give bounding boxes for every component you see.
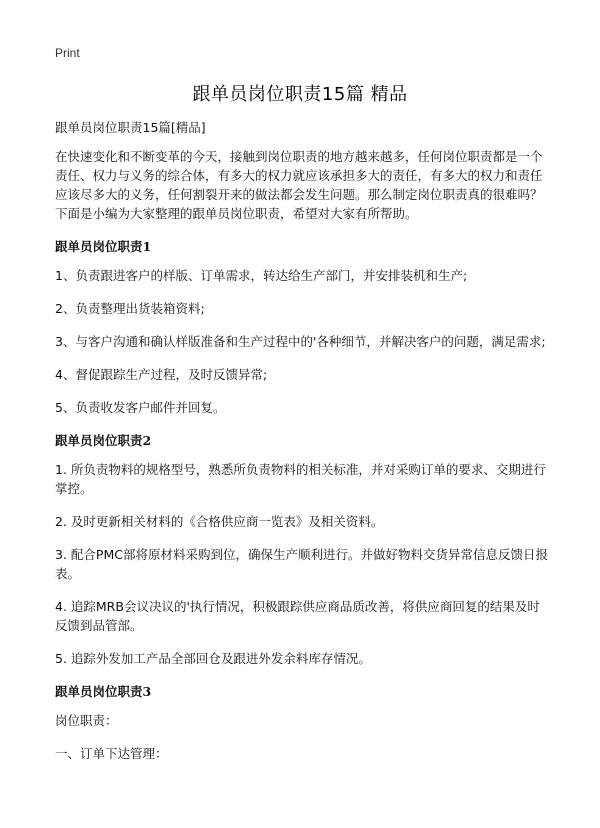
section-heading: 跟单员岗位职责2	[55, 433, 152, 448]
section-heading: 跟单员岗位职责3	[55, 684, 152, 699]
list-item: 3、与客户沟通和确认样版准备和生产过程中的'各种细节，并解决客户的问题，满足需求;	[55, 334, 546, 349]
document-title: 跟单员岗位职责15篇 精品	[192, 84, 408, 105]
list-item: 1. 所负责物料的规格型号，熟悉所负责物料的相关标准，并对采购订单的要求、交期进行掌控。	[55, 462, 546, 496]
list-item: 4、督促跟踪生产过程，及时反馈异常;	[55, 367, 268, 382]
intro-paragraph: 在快速变化和不断变革的今天，接触到岗位职责的地方越来越多，任何岗位职责都是一个责任、权力与义务的综合体，有多大的权力就应该承担多大的责任，有多大的权力和责任应该尽多大的义务，任何割裂开来的做法都会发生问题。那么制定岗位职责真的很难吗？下面是小编为大家整理的跟单员岗位职责，希望对大家有所帮助。	[55, 149, 543, 221]
list-item: 2. 及时更新相关材料的《合格供应商一览表》及相关资料。	[55, 514, 384, 529]
document-body	[55, 118, 550, 777]
list-item: 5. 追踪外发加工产品全部回仓及跟进外发余料库存情况。	[55, 651, 371, 666]
list-item: 一、订单下达管理：	[55, 746, 168, 761]
list-item: 1、负责跟进客户的样版、订单需求，转达给生产部门，并安排装机和生产;	[55, 268, 468, 283]
list-item: 4. 追踪MRB会议决议的'执行情况，积极跟踪供应商品质改善，将供应商回复的结果及时反馈到品管部。	[55, 599, 540, 633]
list-item: 岗位职责：	[55, 713, 118, 728]
print-label[interactable]: Print	[55, 46, 80, 60]
section-heading: 跟单员岗位职责1	[55, 239, 152, 254]
list-item: 2、负责整理出货装箱资料;	[55, 301, 205, 316]
document-subtitle: 跟单员岗位职责15篇[精品]	[55, 120, 206, 135]
list-item: 3. 配合PMC部将原材料采购到位，确保生产顺利进行。并做好物料交货异常信息反馈日报表。	[55, 547, 548, 581]
list-item: 5、负责收发客户邮件并回复。	[55, 400, 226, 415]
